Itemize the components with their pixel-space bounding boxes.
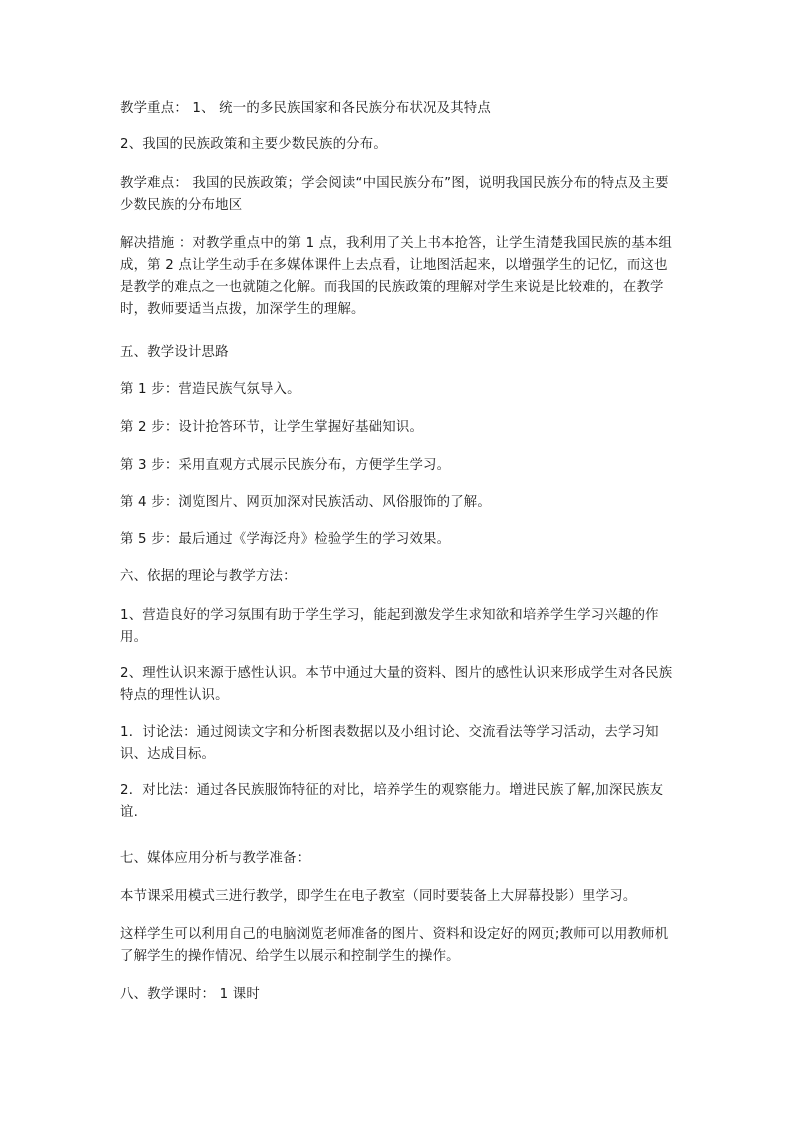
design-step-1: 第 1 步：营造民族气氛导入。 (120, 382, 301, 397)
media-usage: 这样学生可以利用自己的电脑浏览老师准备的图片、资料和设定好的网页;教师可以用教师机了解学生的操作情况、给学生以展示和控制学生的操作。 (120, 927, 669, 964)
section-heading-design: 五、教学设计思路 (120, 345, 229, 360)
design-step-4: 第 4 步：浏览图片、网页加深对民族活动、风俗服饰的了解。 (120, 495, 491, 510)
section-heading-media: 七、媒体应用分析与教学准备： (120, 851, 311, 866)
solution-measures: 解决措施 ：对教学重点中的第 1 点，我利用了关上书本抢答，让学生清楚我国民族的基本组成，第 2 点让学生动手在多媒体课件上去点看，让地图活起来，以增强学生的记忆，而这也是教学的难点之一也就随之化解。而我国的民族政策的理解对学生来说是比较难的，在教学时，教师要适当点拨，加深学生的理解。 (120, 236, 673, 317)
teaching-key-points: 教学重点： 1、 统一的多民族国家和各民族分布状况及其特点 (120, 101, 491, 116)
section-heading-class-hours: 八、教学课时： 1 课时 (120, 987, 260, 1002)
method-comparison: 2．对比法：通过各民族服饰特征的对比，培养学生的观察能力。增进民族了解,加深民族友谊. (120, 783, 664, 820)
teaching-difficulties: 教学难点： 我国的民族政策；学会阅读“中国民族分布”图，说明我国民族分布的特点及主要少数民族的分布地区 (120, 176, 669, 213)
key-point-2: 2、我国的民族政策和主要少数民族的分布。 (120, 137, 387, 152)
theory-point-1: 1、营造良好的学习氛围有助于学生学习，能起到激发学生求知欲和培养学生学习兴趣的作用。 (120, 608, 659, 645)
design-step-5: 第 5 步：最后通过《学海泛舟》检验学生的学习效果。 (120, 532, 451, 547)
design-step-2: 第 2 步：设计抢答环节，让学生掌握好基础知识。 (120, 420, 424, 435)
media-mode: 本节课采用模式三进行教学，即学生在电子教室（同时要装备上大屏幕投影）里学习。 (120, 889, 637, 904)
section-heading-theory: 六、依据的理论与教学方法： (120, 569, 297, 584)
method-discussion: 1．讨论法：通过阅读文字和分析图表数据以及小组讨论、交流看法等学习活动，去学习知识、达成目标。 (120, 725, 659, 762)
design-step-3: 第 3 步：采用直观方式展示民族分布，方便学生学习。 (120, 458, 451, 473)
theory-point-2: 2、理性认识来源于感性认识。本节中通过大量的资料、图片的感性认识来形成学生对各民族特点的理性认识。 (120, 666, 673, 703)
